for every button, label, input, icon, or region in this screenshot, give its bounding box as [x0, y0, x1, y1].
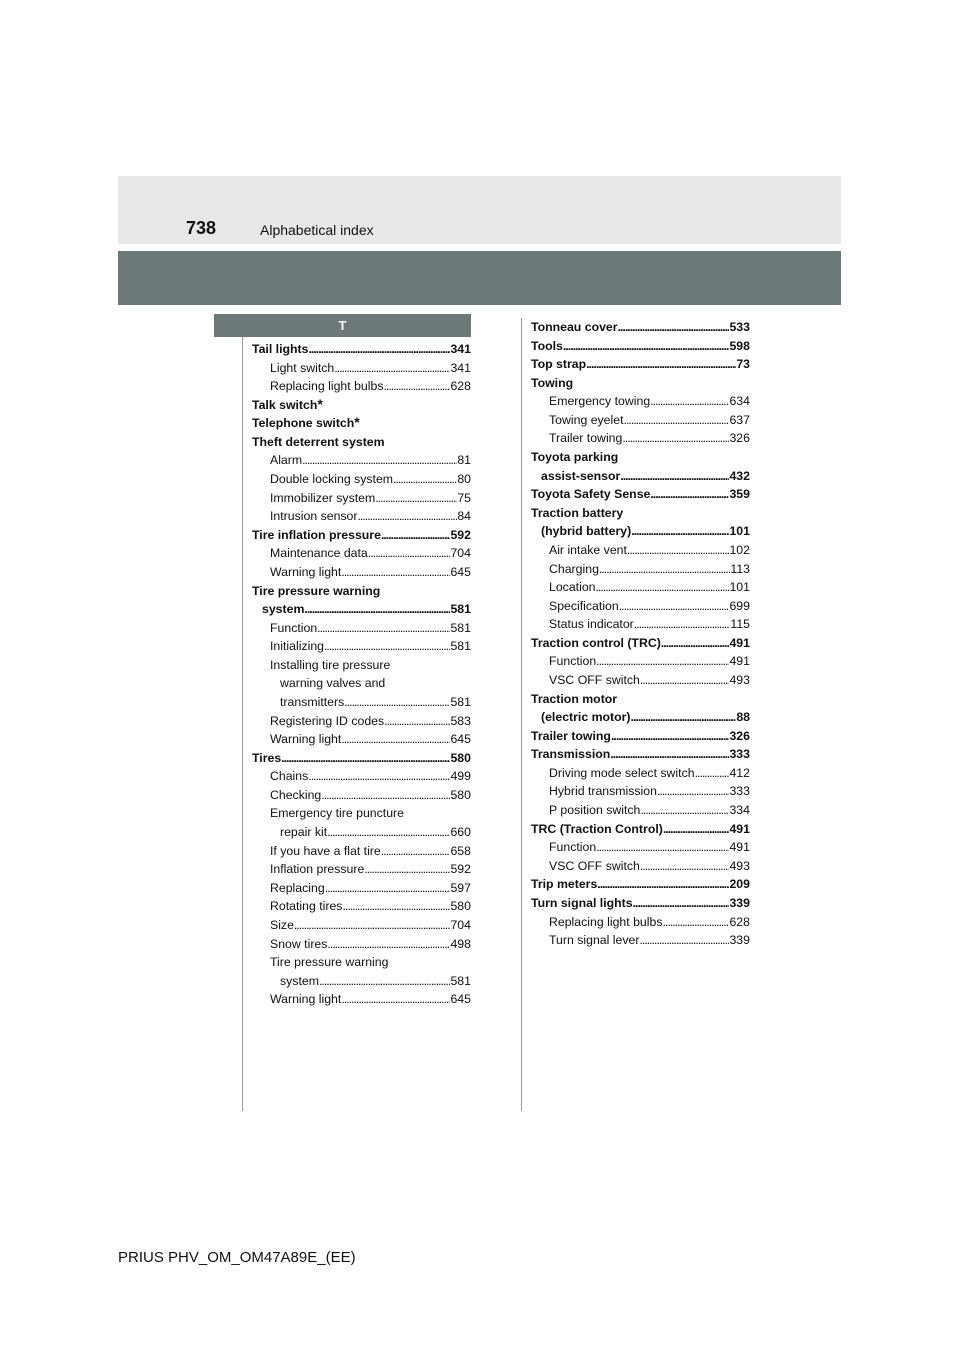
index-entry-page: 699 — [729, 598, 750, 613]
index-entry-page: 581 — [450, 973, 471, 988]
dot-leader — [334, 359, 450, 378]
index-entry-label: Inflation pressure — [270, 862, 365, 877]
index-entry-page: 580 — [450, 899, 471, 914]
index-entry-label: Chains — [270, 769, 309, 784]
index-entry-page: 592 — [450, 527, 471, 542]
index-entry-label: Snow tires — [270, 936, 328, 951]
dot-leader — [308, 767, 450, 786]
index-entry — [531, 690, 750, 709]
index-entry-page: 533 — [729, 320, 750, 334]
index-entry-label: Traction motor — [531, 691, 618, 706]
index-entry — [252, 972, 471, 991]
index-entry-label: repair kit — [280, 825, 328, 840]
index-entry — [531, 541, 750, 560]
index-entry-label: Toyota parking — [531, 450, 619, 465]
index-entry — [531, 764, 750, 783]
index-entry-page: 704 — [450, 546, 471, 561]
index-entry-label: Replacing light bulbs — [549, 914, 663, 929]
index-entry-label: Function — [270, 620, 318, 635]
dot-leader — [619, 597, 730, 616]
index-column-right — [531, 318, 750, 950]
dot-leader — [662, 913, 729, 932]
dot-leader — [657, 782, 729, 801]
index-entry-page: 101 — [729, 580, 750, 595]
index-entry — [531, 374, 750, 393]
index-entry-label: Traction battery — [531, 505, 624, 520]
index-entry — [252, 786, 471, 805]
index-entry — [531, 578, 750, 597]
index-entry — [531, 448, 750, 467]
dot-leader — [344, 693, 450, 712]
index-entry — [252, 693, 471, 712]
dot-leader — [342, 897, 450, 916]
index-entry — [252, 953, 471, 972]
index-entry — [252, 637, 471, 656]
dot-leader — [661, 634, 730, 653]
index-entry — [252, 582, 471, 601]
index-entry — [531, 560, 750, 579]
index-entry-label: Replacing light bulbs — [270, 379, 384, 394]
dot-leader — [381, 526, 451, 545]
dot-leader — [341, 563, 450, 582]
index-entry — [531, 727, 750, 746]
index-entry-page: 333 — [729, 784, 750, 799]
index-entry-page: 581 — [450, 694, 471, 709]
index-entry — [252, 842, 471, 861]
index-entry-page: 341 — [450, 360, 471, 375]
dot-leader — [308, 340, 450, 359]
index-entry — [531, 355, 750, 374]
index-entry-page: 493 — [729, 672, 750, 687]
index-entry-label: Top strap — [531, 357, 587, 372]
index-entry-label: Tire inflation pressure — [252, 527, 381, 542]
index-entry — [531, 522, 750, 541]
index-entry — [252, 359, 471, 378]
index-entry — [531, 652, 750, 671]
index-entry — [531, 820, 750, 839]
index-entry-label: Initializing — [270, 639, 324, 654]
document-footer: PRIUS PHV_OM_OM47A89E_(EE) — [118, 1249, 356, 1266]
index-entry-label: Driving mode select switch — [549, 765, 695, 780]
index-entry-page: 334 — [729, 803, 750, 818]
index-entry-label: Tire pressure warning — [252, 583, 381, 598]
page-number: 738 — [186, 218, 217, 238]
index-entry — [252, 767, 471, 786]
index-entry — [252, 749, 471, 768]
index-entry-page: 339 — [729, 895, 750, 910]
index-entry-label: Registering ID codes — [270, 713, 385, 728]
index-entry-page: 491 — [729, 840, 750, 855]
index-entry-page: 359 — [729, 487, 750, 502]
index-entry-page: 628 — [729, 914, 750, 929]
index-entry-label: Status indicator — [549, 617, 634, 632]
index-entry-label: transmitters — [280, 694, 345, 709]
index-entry — [531, 931, 750, 950]
index-entry — [252, 674, 471, 693]
dot-leader — [627, 541, 730, 560]
index-entry — [531, 337, 750, 356]
index-entry-page: 658 — [450, 843, 471, 858]
index-entry-page: 598 — [729, 338, 750, 353]
index-entry-label: warning valves and — [280, 676, 386, 691]
index-entry-label: Turn signal lever — [549, 933, 640, 948]
dot-leader — [381, 842, 451, 861]
index-entry-page: 634 — [729, 394, 750, 409]
index-entry — [252, 916, 471, 935]
index-letter-tab: T — [214, 314, 471, 337]
dot-leader — [321, 786, 450, 805]
index-entry-label: Tail lights — [252, 342, 309, 356]
index-entry-page: 113 — [730, 561, 750, 576]
index-entry — [252, 935, 471, 954]
index-entry-page: 498 — [450, 936, 471, 951]
header-dark-band — [118, 251, 841, 305]
index-entry — [252, 730, 471, 749]
index-entry-label: Warning light — [270, 732, 342, 747]
index-entry — [252, 600, 471, 619]
index-entry-page: 73 — [736, 357, 750, 372]
dot-leader — [631, 708, 737, 727]
dot-leader — [620, 467, 729, 486]
index-entry-page: 628 — [450, 379, 471, 394]
index-entry-page: 645 — [450, 992, 471, 1007]
index-entry-page: 493 — [729, 858, 750, 873]
index-entry — [252, 804, 471, 823]
index-entry — [531, 411, 750, 430]
index-entry-page: 115 — [730, 617, 750, 632]
index-entry — [252, 879, 471, 898]
dot-leader — [624, 411, 730, 430]
index-entry-label: Towing eyelet — [549, 412, 624, 427]
index-entry — [531, 745, 750, 764]
index-entry-page: 581 — [450, 602, 471, 617]
dot-leader — [368, 544, 451, 563]
index-entry-label: Function — [549, 840, 597, 855]
index-entry-label: Trailer towing — [549, 431, 623, 446]
index-entry-label: P position switch — [549, 803, 641, 818]
index-entry-label: Alarm — [270, 453, 303, 468]
index-entry-page: 432 — [729, 468, 750, 483]
index-entry — [531, 318, 750, 337]
dot-leader — [633, 894, 730, 913]
dot-leader — [663, 820, 730, 839]
index-entry-label: Turn signal lights — [531, 895, 633, 910]
index-entry — [531, 875, 750, 894]
index-entry-label: Rotating tires — [270, 899, 343, 914]
index-column-left — [252, 340, 471, 1009]
dot-leader — [650, 392, 729, 411]
index-entry-label: Function — [549, 654, 597, 669]
dot-leader — [302, 451, 457, 470]
index-entry-page: 491 — [729, 821, 750, 836]
dot-leader — [364, 860, 450, 879]
index-entry-label: Checking — [270, 787, 322, 802]
index-entry-label: VSC OFF switch — [549, 672, 640, 687]
dot-leader — [611, 727, 730, 746]
index-entry-label: Hybrid transmission — [549, 784, 657, 799]
dot-leader — [327, 935, 450, 954]
index-entry-label: Emergency towing — [549, 394, 651, 409]
dot-leader — [325, 879, 451, 898]
index-entry-label: Installing tire pressure — [270, 657, 391, 672]
index-entry-label: Intrusion sensor — [270, 509, 358, 524]
dot-leader — [695, 764, 730, 783]
dot-leader — [281, 749, 450, 768]
index-entry-label: Towing — [531, 375, 574, 390]
index-entry-page: 583 — [450, 713, 471, 728]
index-entry-label: system — [262, 602, 305, 617]
dot-leader — [640, 857, 730, 876]
index-entry — [252, 897, 471, 916]
index-entry-label: Talk switch — [252, 397, 318, 412]
dot-leader — [640, 671, 730, 690]
index-entry — [531, 838, 750, 857]
index-entry-label: Charging — [549, 561, 599, 576]
index-entry-page: 491 — [729, 654, 750, 669]
index-entry-page: 80 — [457, 472, 471, 487]
index-entry-label: Tonneau cover — [531, 320, 618, 334]
dot-leader — [324, 637, 450, 656]
index-entry-label: Specification — [549, 598, 619, 613]
index-entry-page: 704 — [450, 917, 471, 932]
right-column-rule — [521, 318, 522, 1111]
index-entry-page: 326 — [729, 431, 750, 446]
index-entry — [531, 485, 750, 504]
index-entry-label: Emergency tire puncture — [270, 806, 404, 821]
index-entry — [531, 782, 750, 801]
dot-leader — [586, 355, 736, 374]
dot-leader — [640, 801, 729, 820]
index-entry-page: 326 — [729, 728, 750, 743]
index-entry-page: 597 — [450, 880, 471, 895]
dot-leader — [596, 838, 729, 857]
dot-leader — [650, 485, 729, 504]
index-entry — [252, 563, 471, 582]
index-entry — [252, 544, 471, 563]
dot-leader — [597, 875, 729, 894]
dot-leader — [618, 318, 730, 337]
index-entry — [531, 913, 750, 932]
index-entry-page: 84 — [457, 509, 471, 524]
dot-leader — [317, 619, 450, 638]
index-entry — [531, 615, 750, 634]
index-entry — [531, 392, 750, 411]
index-entry — [531, 597, 750, 616]
index-entry-label: Warning light — [270, 992, 342, 1007]
index-entry-page: 580 — [450, 787, 471, 802]
index-entry — [531, 708, 750, 727]
index-entry-label: Trip meters — [531, 877, 598, 892]
dot-leader — [294, 916, 451, 935]
index-entry-label: Maintenance data — [270, 546, 368, 561]
index-entry — [252, 489, 471, 508]
index-entry — [252, 433, 471, 452]
index-entry — [252, 860, 471, 879]
dot-leader — [319, 972, 451, 991]
index-entry-page: 592 — [450, 862, 471, 877]
index-entry — [252, 451, 471, 470]
index-entry-label: system — [280, 973, 319, 988]
index-entry-label: (hybrid battery) — [541, 524, 632, 539]
index-entry — [531, 634, 750, 653]
index-entry-page: 339 — [729, 933, 750, 948]
dot-leader — [341, 730, 450, 749]
dot-leader — [393, 470, 457, 489]
index-entry — [252, 990, 471, 1009]
index-entry — [252, 712, 471, 731]
dot-leader — [304, 600, 450, 619]
section-title: Alphabetical index — [260, 222, 374, 238]
index-entry-page: 333 — [729, 747, 750, 762]
dot-leader — [383, 377, 450, 396]
index-entry-label: Tire pressure warning — [270, 955, 389, 970]
index-entry-page: 102 — [729, 542, 750, 557]
header-band — [118, 176, 841, 244]
index-entry-label: Toyota Safety Sense — [531, 487, 651, 502]
index-entry-label: assist-sensor — [541, 468, 621, 483]
index-entry-page: 341 — [450, 342, 471, 356]
index-entry — [531, 894, 750, 913]
index-entry — [252, 619, 471, 638]
index-entry-page: 581 — [450, 620, 471, 635]
index-entry-page: 580 — [450, 750, 471, 765]
index-entry-page: 581 — [450, 639, 471, 654]
index-entry — [252, 377, 471, 396]
index-entry-page: 645 — [450, 564, 471, 579]
index-entry — [252, 340, 471, 359]
dot-leader — [596, 578, 730, 597]
index-entry: Talk switch * — [252, 396, 471, 415]
index-entry-page: 660 — [450, 825, 471, 840]
index-entry-page: 637 — [729, 412, 750, 427]
index-entry — [531, 504, 750, 523]
index-entry-label: Light switch — [270, 360, 335, 375]
dot-leader — [631, 522, 729, 541]
dot-leader — [610, 745, 729, 764]
dot-leader — [599, 560, 730, 579]
index-entry — [531, 467, 750, 486]
index-entry — [252, 526, 471, 545]
index-entry-page: 412 — [729, 765, 750, 780]
index-entry-label: Tools — [531, 338, 563, 353]
index-entry — [531, 671, 750, 690]
index-entry-label: If you have a flat tire — [270, 843, 381, 858]
dot-leader — [384, 712, 450, 731]
index-entry-page: 81 — [457, 453, 471, 468]
index-entry-label: Replacing — [270, 880, 325, 895]
dot-leader — [563, 337, 730, 356]
index-entry: Telephone switch * — [252, 414, 471, 433]
index-entry — [252, 507, 471, 526]
index-entry — [531, 801, 750, 820]
index-entry-label: Warning light — [270, 564, 342, 579]
index-entry-page: 75 — [457, 490, 471, 505]
index-entry-page: 491 — [729, 635, 750, 650]
index-entry-label: Traction control (TRC) — [531, 635, 661, 650]
dot-leader — [634, 615, 731, 634]
dot-leader — [639, 931, 729, 950]
dot-leader — [341, 990, 450, 1009]
index-entry — [252, 470, 471, 489]
index-entry-label: Trailer towing — [531, 728, 611, 743]
index-entry — [252, 823, 471, 842]
index-entry-label: Double locking system — [270, 472, 394, 487]
index-entry-label: Transmission — [531, 747, 611, 762]
index-entry-label: Tires — [252, 750, 282, 765]
dot-leader — [596, 652, 729, 671]
index-entry-label: (electric motor) — [541, 710, 631, 725]
index-entry-page: 101 — [729, 524, 750, 539]
dot-leader — [358, 507, 458, 526]
index-entry — [531, 429, 750, 448]
index-entry-page: 88 — [736, 710, 750, 725]
index-entry-page: 499 — [450, 769, 471, 784]
index-entry-page: 645 — [450, 732, 471, 747]
index-entry — [252, 656, 471, 675]
dot-leader — [622, 429, 729, 448]
index-entry — [531, 857, 750, 876]
index-entry-label: Size — [270, 917, 294, 932]
index-entry-label: Theft deterrent system — [252, 434, 385, 449]
index-entry-label: Location — [549, 580, 596, 595]
index-entry-label: VSC OFF switch — [549, 858, 640, 873]
index-entry-label: Telephone switch — [252, 416, 355, 431]
left-column-rule — [242, 337, 243, 1111]
dot-leader — [327, 823, 450, 842]
index-entry-page: 209 — [729, 877, 750, 892]
dot-leader — [375, 489, 457, 508]
index-entry-label: Immobilizer system — [270, 490, 376, 505]
index-entry-label: Air intake vent — [549, 542, 627, 557]
index-entry-label: TRC (Traction Control) — [531, 821, 663, 836]
